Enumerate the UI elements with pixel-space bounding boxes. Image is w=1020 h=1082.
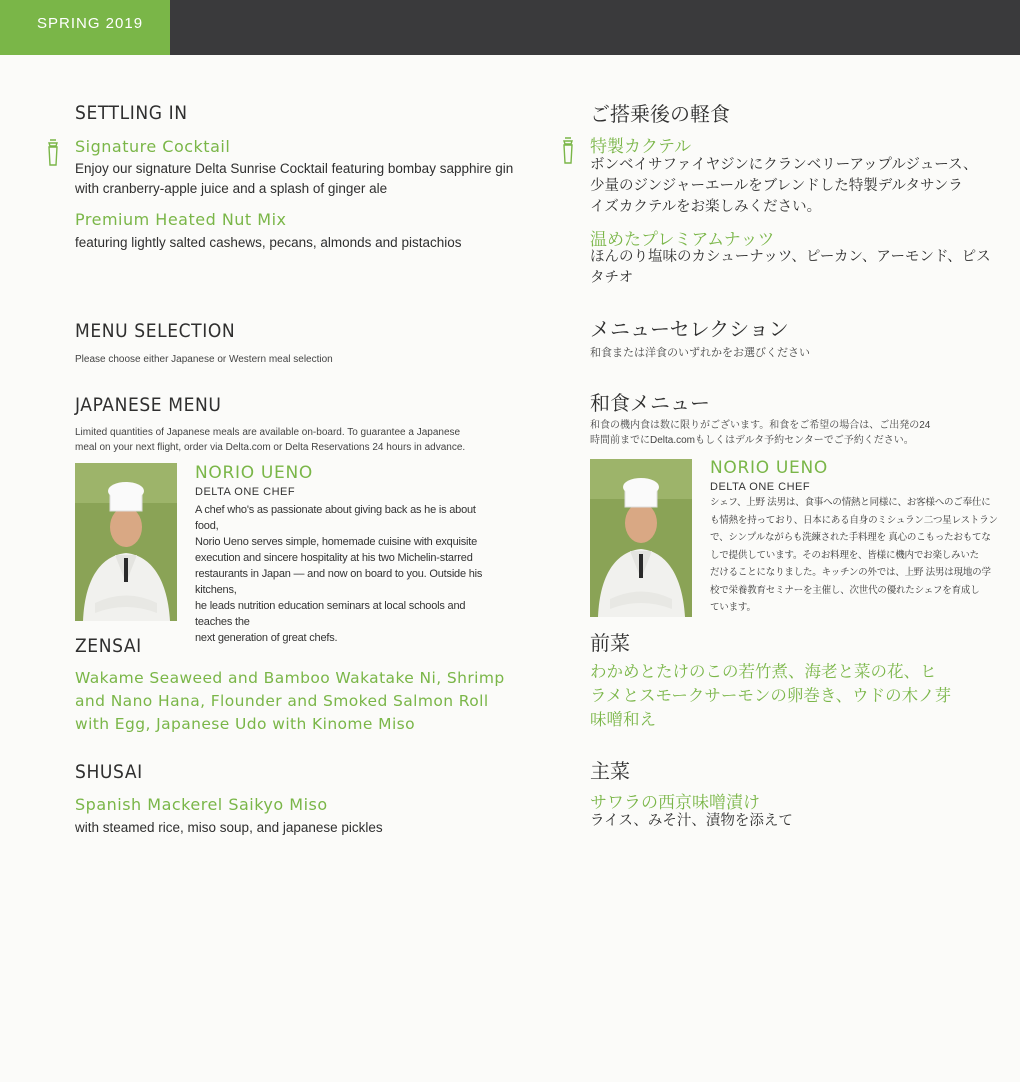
jp-chef-role: DELTA ONE CHEF: [710, 481, 811, 493]
chef-photo: [75, 463, 177, 621]
jp-menu-selection-note: 和食または洋食のいずれかをお選びください: [590, 347, 810, 359]
jp-nut-desc: [590, 247, 991, 289]
shusai-heading: SHUSAI: [75, 761, 143, 783]
jp-cocktail-title: 特製カクテル: [590, 137, 692, 157]
bio-line: で、シンプルながらも洗練された手料理を 真心のこもったおもてな: [710, 532, 991, 543]
chef-role: DELTA ONE CHEF: [195, 486, 296, 498]
bio-line: next generation of great chefs.: [195, 632, 338, 644]
japanese-menu-note: [75, 425, 465, 455]
bio-line: he leads nutrition education seminars at local schools and teaches the: [195, 600, 466, 628]
desc-line: ボンベイサファイヤジンにクランベリーアップルジュース、: [590, 157, 978, 173]
bio-line: 校で栄養教育セミナーを主催し、次世代の優れたシェフを育成し: [710, 584, 980, 596]
dish-line: and Nano Hana, Flounder and Smoked Salmon Roll: [75, 692, 489, 710]
desc-line: Enjoy our signature Delta Sunrise Cocktail featuring bombay sapphire gin: [75, 161, 514, 176]
jp-zensai-dish: [590, 660, 951, 732]
jp-shusai-desc: ライス、みそ汁、漬物を添えて: [590, 813, 793, 829]
dish-line: ラメとスモークサーモンの卵巻き、ウドの木ノ芽: [590, 686, 952, 705]
desc-line: ほんのり塩味のカシューナッツ、ピーカン、アーモンド、ピス: [590, 249, 991, 265]
jp-nut-title: 温めたプレミアムナッツ: [590, 230, 775, 250]
bio-line: Norio Ueno serves simple, homemade cuisine with exquisite: [195, 536, 478, 548]
shusai-title: Spanish Mackerel Saikyo Miso: [75, 795, 328, 814]
cocktail-shaker-icon: [561, 137, 575, 165]
jp-shusai-heading: 主菜: [590, 759, 630, 783]
desc-line: 少量のジンジャーエールをブレンドした特製デルタサンラ: [590, 178, 963, 194]
jp-settling-heading: ご搭乗後の軽食: [590, 102, 730, 126]
jp-menu-selection-heading: メニューセレクション: [590, 317, 789, 341]
bio-line: しで提供しています。そのお料理を、皆様に機内でお楽しみいた: [710, 549, 979, 561]
settling-in-heading: SETTLING IN: [75, 102, 188, 124]
dish-line: Wakame Seaweed and Bamboo Wakatake Ni, Shrimp: [75, 669, 505, 687]
jp-shusai-title: サワラの西京味噌漬け: [590, 793, 760, 813]
nut-mix-title: Premium Heated Nut Mix: [75, 210, 287, 229]
bio-line: restaurants in Japan — and now on board to you. Outside his kitchens,: [195, 568, 483, 596]
note-line: Limited quantities of Japanese meals are available on-board. To guarantee a Japanese: [75, 427, 461, 438]
note-line: 和食の機内食は数に限りがございます。和食をご希望の場合は、ご出発の24: [590, 420, 931, 431]
zensai-dish: [75, 667, 505, 736]
shusai-desc: with steamed rice, miso soup, and japanese pickles: [75, 820, 383, 835]
signature-cocktail-title: Signature Cocktail: [75, 137, 231, 156]
dish-line: 味噌和え: [590, 710, 656, 729]
signature-cocktail-desc: [75, 159, 513, 199]
jp-japanese-menu-heading: 和食メニュー: [590, 391, 710, 415]
chef-bio: [195, 502, 490, 646]
bio-line: A chef who's as passionate about giving back as he is about food,: [195, 504, 476, 532]
chef-photo: [590, 459, 692, 617]
bio-line: ています。: [710, 602, 756, 613]
note-line: 時間前までにDelta.comもしくはデルタ予約センターでご予約ください。: [590, 435, 914, 446]
jp-cocktail-desc: [590, 155, 977, 218]
season-label: SPRING 2019: [0, 0, 170, 55]
bio-line: シェフ、上野 法男は、食事への情熱と同様に、お客様へのご奉仕に: [710, 497, 991, 508]
jp-chef-name: NORIO UENO: [710, 458, 828, 478]
dish-line: with Egg, Japanese Udo with Kinome Miso: [75, 715, 416, 733]
japanese-menu-heading: JAPANESE MENU: [75, 394, 222, 416]
jp-zensai-heading: 前菜: [590, 631, 630, 655]
jp-japanese-menu-note: [590, 418, 930, 448]
desc-line: タチオ: [590, 270, 634, 286]
menu-selection-note: Please choose either Japanese or Western meal selection: [75, 354, 333, 365]
desc-line: with cranberry-apple juice and a splash of ginger ale: [75, 181, 388, 196]
jp-chef-bio: [710, 494, 1000, 617]
menu-selection-heading: MENU SELECTION: [75, 320, 236, 342]
note-line: meal on your next flight, order via Delta.com or Delta Reservations 24 hours in advance.: [75, 442, 466, 453]
desc-line: イズカクテルをお楽しみください。: [590, 199, 822, 215]
zensai-heading: ZENSAI: [75, 635, 142, 657]
chef-name: NORIO UENO: [195, 463, 313, 483]
cocktail-shaker-icon: [46, 139, 60, 167]
bio-line: だけることになりました。キッチンの外では、上野 法男は現地の学: [710, 567, 991, 578]
bio-line: も情熱を持っており、日本にある自身のミシュラン二つ星レストラン: [710, 514, 998, 526]
bio-line: execution and sincere hospitality at his two Michelin-starred: [195, 552, 473, 564]
nut-mix-desc: featuring lightly salted cashews, pecans, almonds and pistachios: [75, 235, 462, 250]
dish-line: わかめとたけのこの若竹煮、海老と菜の花、ヒ: [590, 662, 937, 681]
